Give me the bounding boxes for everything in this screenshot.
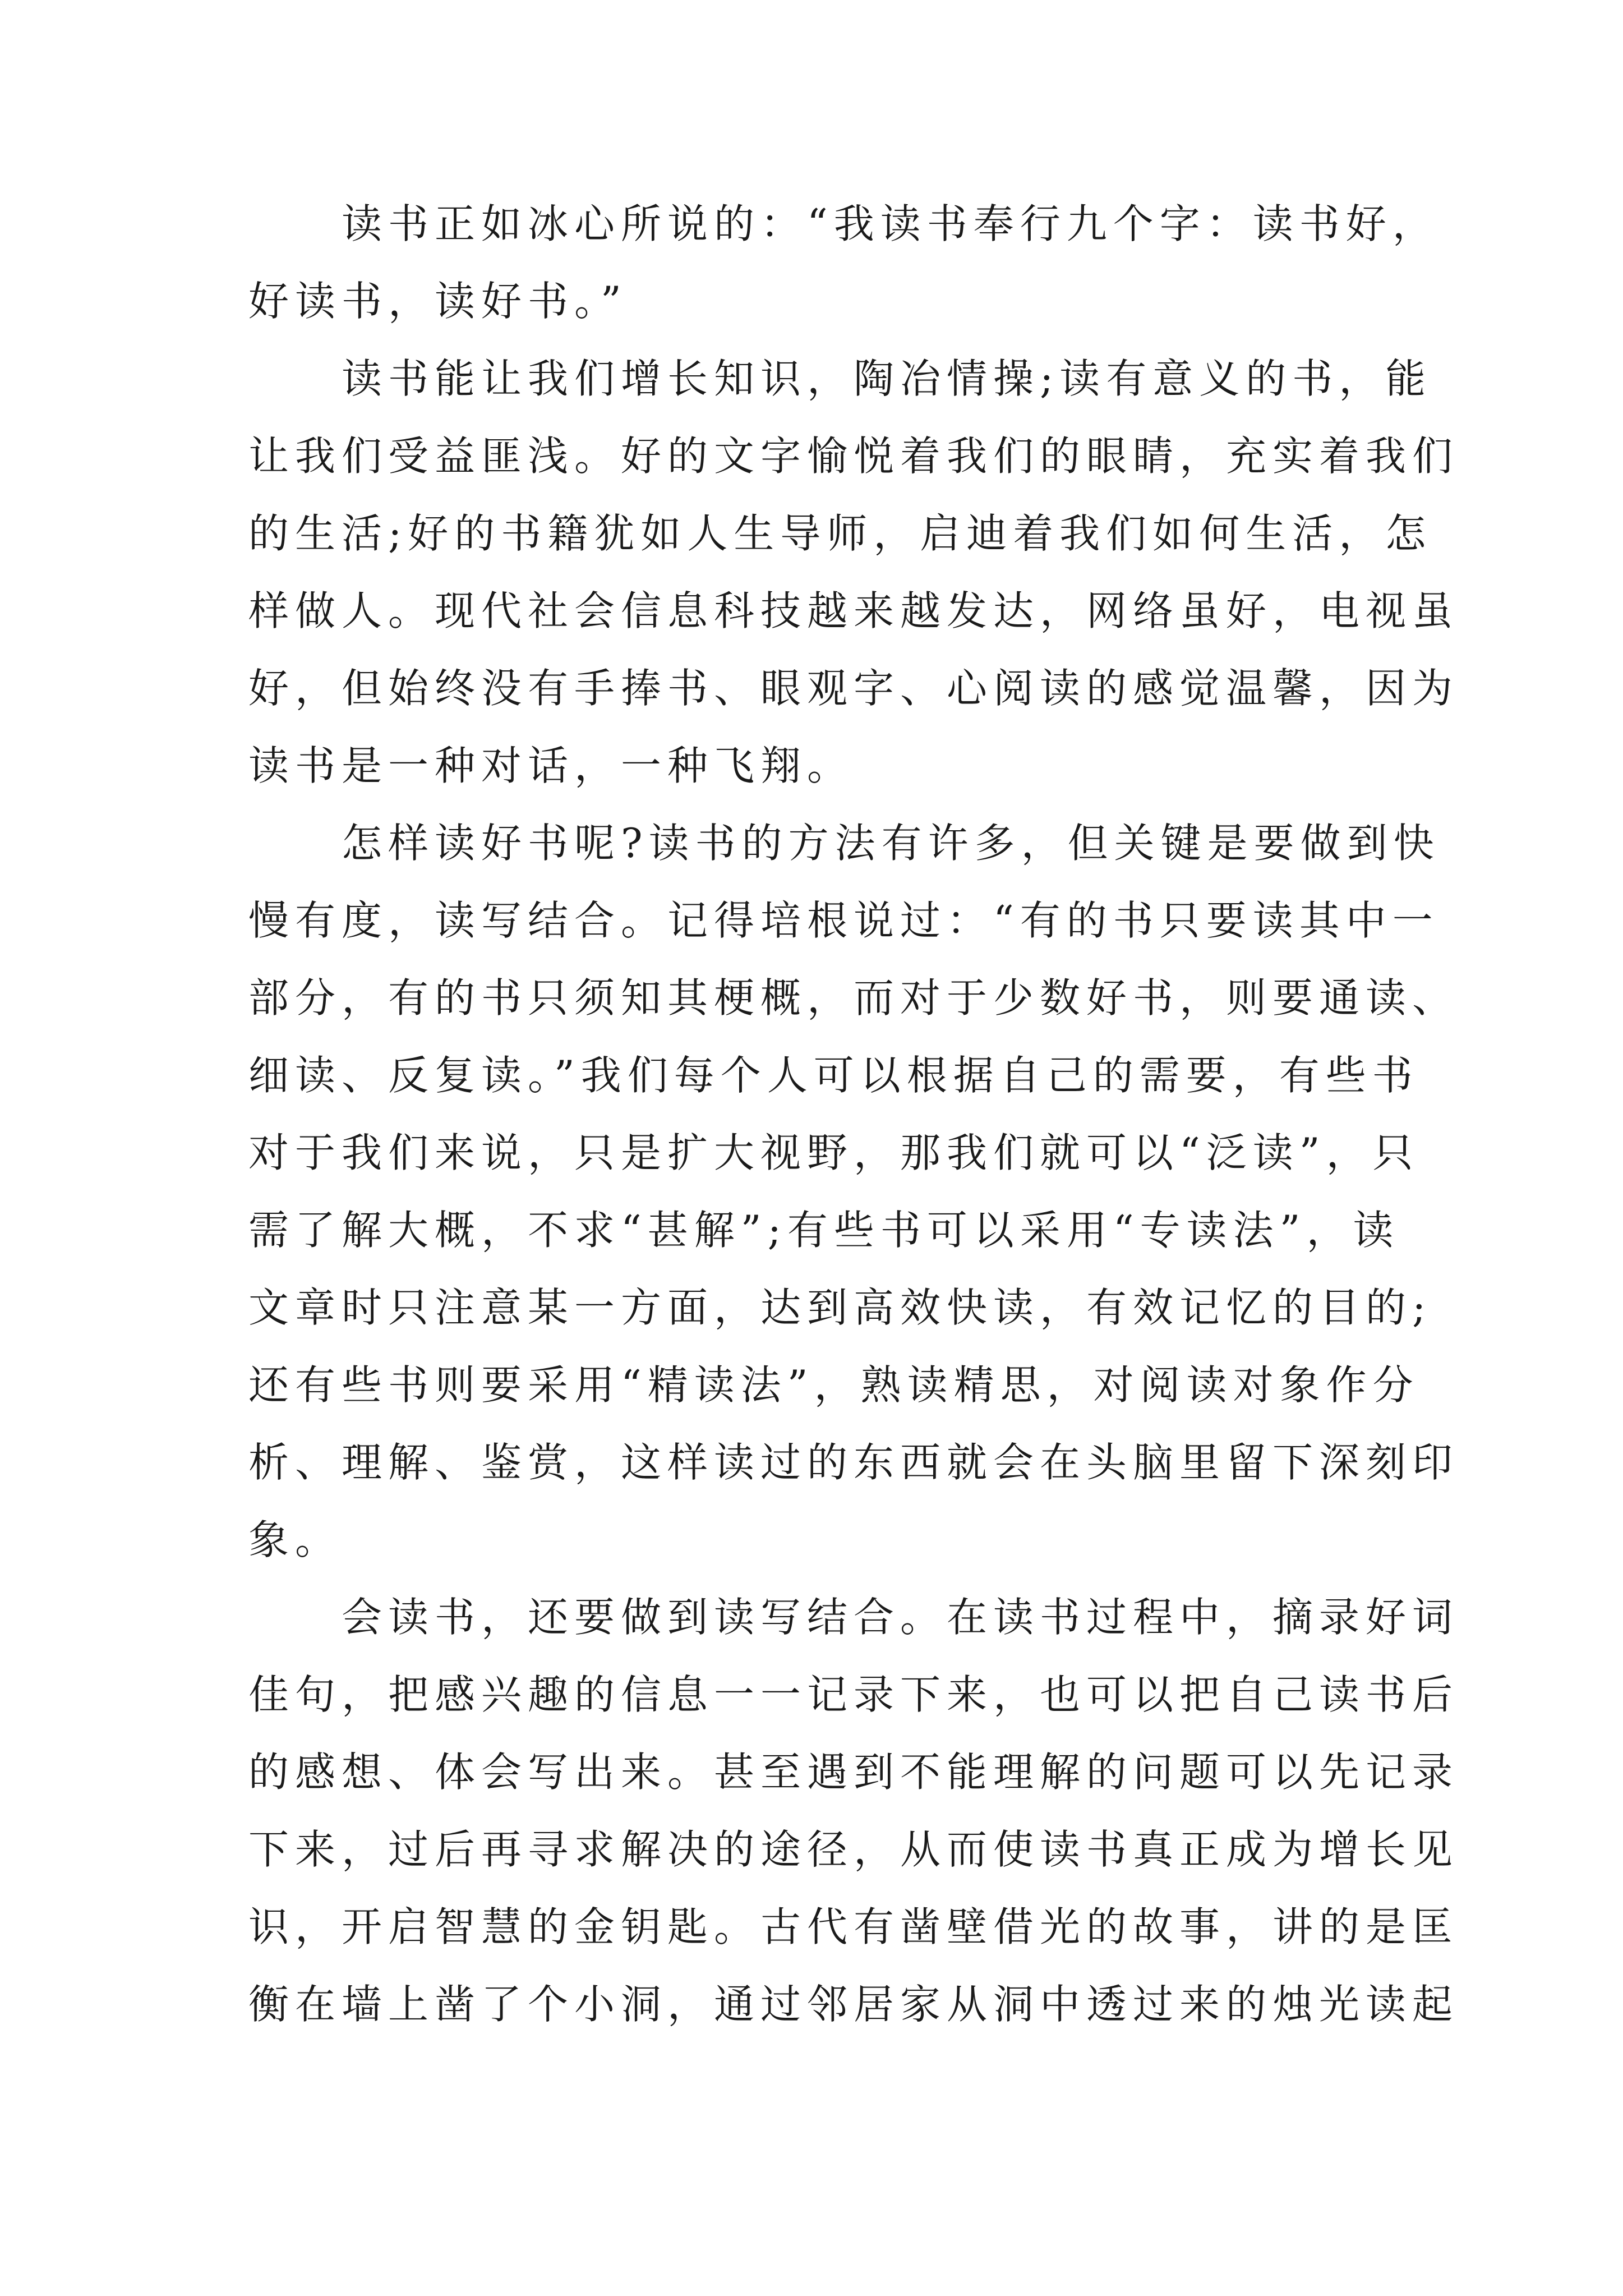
text-line: 好读书，读好书。”: [248, 278, 628, 325]
text-line: 慢有度，读写结合。记得培根说过：“有的书只要读其中一: [248, 897, 1439, 944]
text-line: 样做人。现代社会信息科技越来越发达，网络虽好，电视虽: [248, 587, 1459, 634]
text-line: 细读、反复读。”我们每个人可以根据自己的需要，有些书: [248, 1052, 1419, 1099]
text-line: 会读书，还要做到读写结合。在读书过程中，摘录好词: [342, 1594, 1459, 1641]
document-body: [248, 185, 1459, 2043]
text-line: 析、理解、鉴赏，这样读过的东西就会在头脑里留下深刻印: [248, 1439, 1459, 1486]
text-line: 文章时只注意某一方面，达到高效快读，有效记忆的目的;: [248, 1284, 1432, 1331]
text-line: 佳句，把感兴趣的信息一一记录下来，也可以把自己读书后: [248, 1671, 1459, 1718]
text-line: 好，但始终没有手捧书、眼观字、心阅读的感觉温馨，因为: [248, 665, 1459, 712]
text-line: 需了解大概，不求“甚解”;有些书可以采用“专读法”，读: [248, 1207, 1400, 1254]
text-line: 让我们受益匪浅。好的文字愉悦着我们的眼睛，充实着我们: [248, 432, 1459, 480]
text-line: 读书能让我们增长知识，陶冶情操;读有意义的书，能: [342, 355, 1432, 402]
text-line: 衡在墙上凿了个小洞，通过邻居家从洞中透过来的烛光读起: [248, 1981, 1459, 2028]
text-line: 对于我们来说，只是扩大视野，那我们就可以“泛读”，只: [248, 1129, 1419, 1176]
text-line: 还有些书则要采用“精读法”，熟读精思，对阅读对象作分: [248, 1361, 1419, 1409]
text-line: 读书是一种对话，一种飞翔。: [248, 742, 854, 789]
text-line: 识，开启智慧的金钥匙。古代有凿壁借光的故事，讲的是匡: [248, 1903, 1459, 1950]
text-line: 的生活;好的书籍犹如人生导师，启迪着我们如何生活，怎: [248, 510, 1432, 557]
text-line: 部分，有的书只须知其梗概，而对于少数好书，则要通读、: [248, 974, 1459, 1022]
text-line: 怎样读好书呢?读书的方法有许多，但关键是要做到快: [342, 820, 1440, 867]
text-line: 下来，过后再寻求解决的途径，从而使读书真正成为增长见: [248, 1826, 1459, 1873]
text-line: 的感想、体会写出来。甚至遇到不能理解的问题可以先记录: [248, 1749, 1459, 1796]
text-line: 象。: [248, 1516, 342, 1563]
text-line: 读书正如冰心所说的：“我读书奉行九个字：读书好，: [342, 200, 1439, 247]
